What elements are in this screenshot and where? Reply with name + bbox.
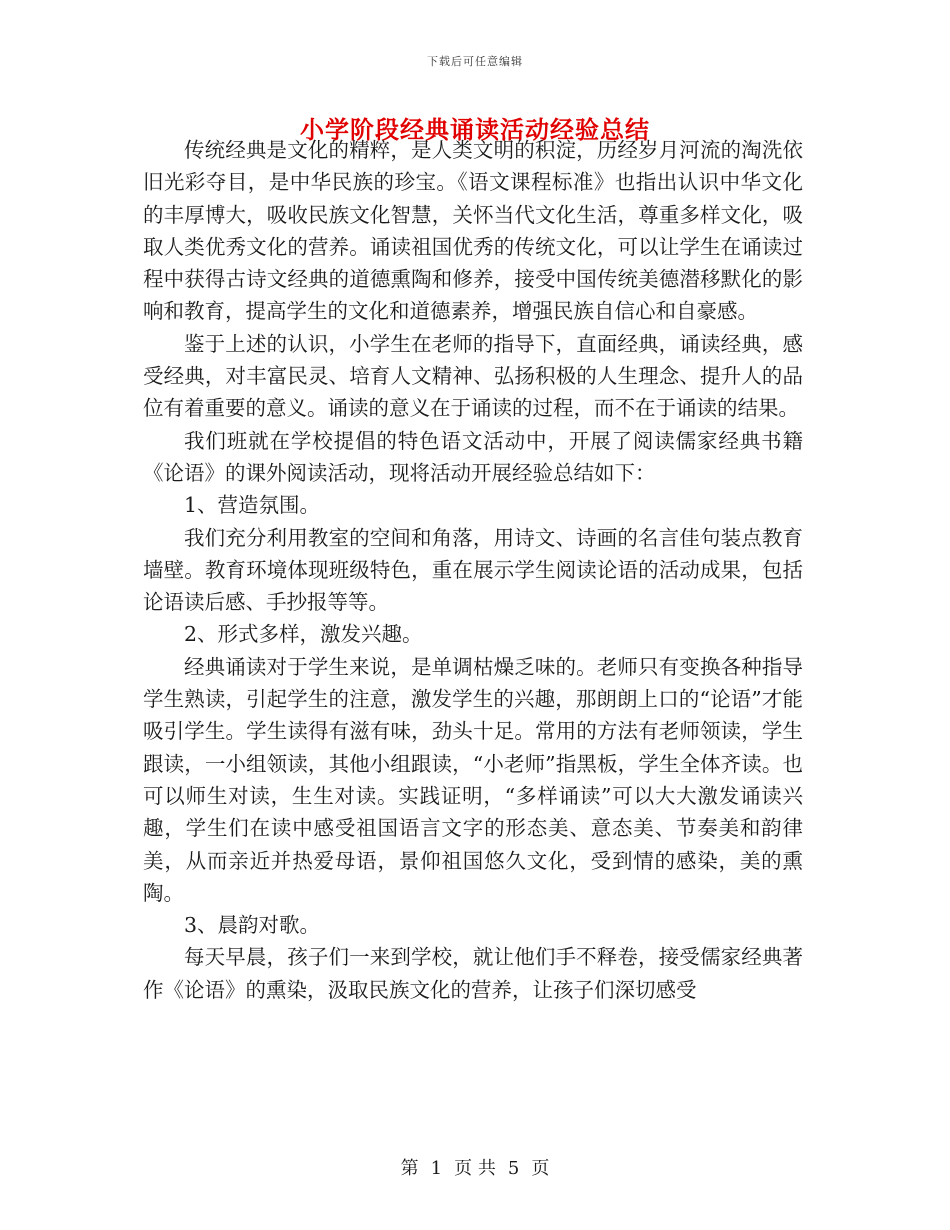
document-body	[143, 134, 803, 1006]
paragraph-section-2: 经典诵读对于学生来说，是单调枯燥乏味的。老师只有变换各种指导学生熟读，引起学生的注意，激发学生的兴趣，那朗朗上口的“论语”才能吸引学生。学生读得有滋有味，劲头十足。常用的方法有老师领读，学生跟读，一小组领读，其他小组跟读，“小老师”指黑板，学生全体齐读。也可以师生对读，生生对读。实践证明，“多样诵读”可以大大激发诵读兴趣，学生们在读中感受祖国语言文字的形态美、意态美、节奏美和韵律美，从而亲近并热爱母语，景仰祖国悠久文化，受到情的感染，美的熏陶。	[143, 654, 803, 905]
paragraph-section-1: 我们充分利用教室的空间和角落，用诗文、诗画的名言佳句装点教育墙壁。教育环境体现班级特色，重在展示学生阅读论语的活动成果，包括论语读后感、手抄报等等。	[143, 525, 803, 615]
header-note: 下载后可任意编辑	[427, 55, 523, 68]
footer-prefix: 第	[400, 1158, 419, 1179]
section-heading-3: 3、晨韵对歌。	[184, 913, 321, 938]
current-page-number: 1	[430, 1158, 443, 1179]
page-footer	[0, 1154, 950, 1180]
footer-suffix: 页	[531, 1158, 550, 1179]
paragraph-section-3: 每天早晨，孩子们一来到学校，就让他们手不释卷，接受儒家经典著作《论语》的熏染，汲取民族文化的营养，让孩子们深切感受	[143, 945, 803, 1002]
paragraph-intro: 传统经典是文化的精粹，是人类文明的积淀，历经岁月河流的淘洗依旧光彩夺目，是中华民族的珍宝。《语文课程标准》也指出认识中华文化的丰厚博大，吸收民族文化智慧，关怀当代文化生活，尊重多样文化，吸取人类优秀文化的营养。诵读祖国优秀的传统文化，可以让学生在诵读过程中获得古诗文经典的道德熏陶和修养，接受中国传统美德潜移默化的影响和教育，提高学生的文化和道德素养，增强民族自信心和自豪感。	[143, 138, 803, 324]
section-heading-2: 2、形式多样，激发兴趣。	[184, 622, 423, 647]
document-title: 小学阶段经典诵读活动经验总结	[300, 115, 650, 144]
paragraph-significance: 鉴于上述的认识，小学生在老师的指导下，直面经典，诵读经典，感受经典，对丰富民灵、培育人文精神、弘扬积极的人生理念、提升人的品位有着重要的意义。诵读的意义在于诵读的过程，而不在于诵读的结果。	[143, 331, 803, 421]
footer-mid: 页 共	[454, 1158, 496, 1179]
section-heading-1: 1、营造氛围。	[184, 493, 321, 518]
total-page-count: 5	[507, 1158, 520, 1179]
paragraph-activity-overview: 我们班就在学校提倡的特色语文活动中，开展了阅读儒家经典书籍《论语》的课外阅读活动，现将活动开展经验总结如下：	[143, 428, 803, 485]
